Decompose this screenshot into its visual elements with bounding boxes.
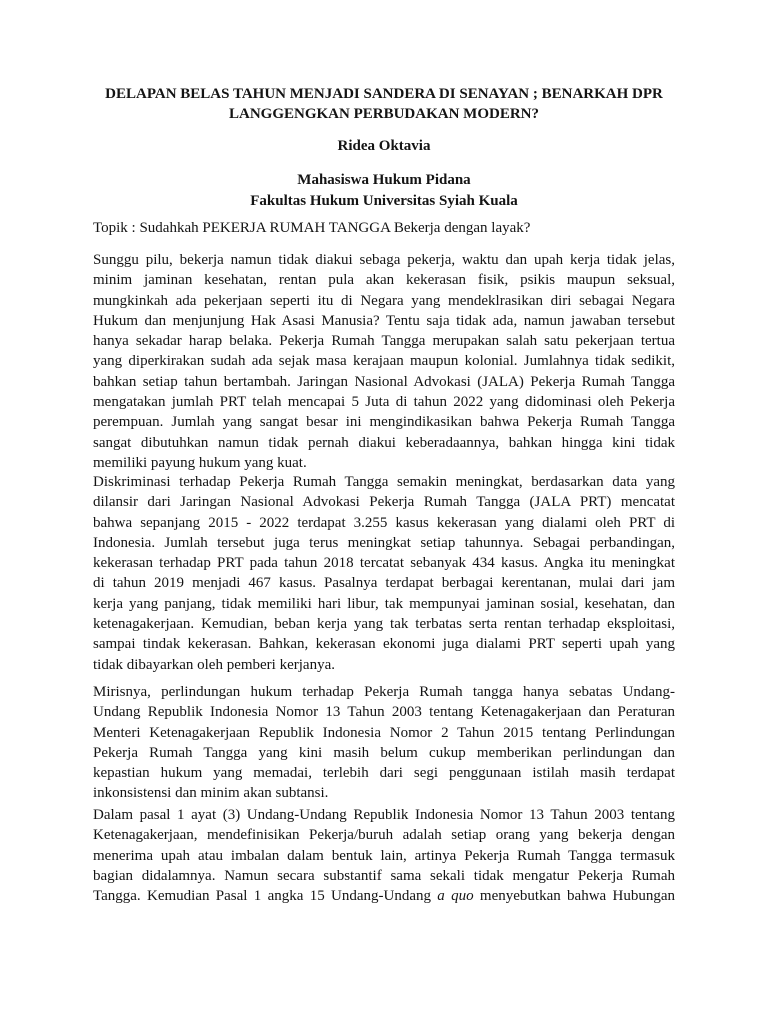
paragraph-line: bagian didalamnya. Namun secara substantif sama sekali tidak mengatur Pekerja Rumah <box>93 867 675 884</box>
paragraph-line: hanya sekadar harap belaka. Pekerja Rumah Tangga merupakan salah satu pekerjaan tertua <box>93 333 675 350</box>
paragraph-line: mungkinkah ada pekerjaan seperti itu di Negara yang mendeklrasikan diri sebagai Negara <box>93 292 675 309</box>
paragraph-line: Ketenagakerjaan, mendefinisikan Pekerja/buruh adalah setiap orang yang bekerja dengan <box>93 827 675 844</box>
paragraph-line: kerja yang panjang, tidak memiliki hari libur, tak mempunyai jaminan sosial, kesehatan, dan <box>93 595 675 612</box>
paragraph-line: tidak dibayarkan oleh pemberi kerjanya. <box>93 656 335 673</box>
paragraph-line: Pekerja Rumah Tangga yang kini masih belum cukup memberikan perlindungan dan <box>93 744 675 761</box>
paragraph-line: Dalam pasal 1 ayat (3) Undang-Undang Republik Indonesia Nomor 13 Tahun 2003 tentang <box>93 807 675 823</box>
paragraph-line <box>93 886 675 906</box>
paragraph-line: Diskriminasi terhadap Pekerja Rumah Tangga semakin meningkat, berdasarkan data yang <box>93 474 675 490</box>
paragraph-line: memiliki payung hukum yang kuat. <box>93 454 307 471</box>
paragraph-line: Mirisnya, perlindungan hukum terhadap Pekerja Rumah tangga hanya sebatas Undang- <box>93 684 675 700</box>
paragraph <box>93 250 675 473</box>
paragraph-line: menerima upah atau imbalan dalam bentuk lain, artinya Pekerja Rumah Tangga termasuk <box>93 847 675 864</box>
paragraph-line: yang diperkirakan sudah ada sejak masa kerajaan maupun kolonial. Jumlahnya tidak sedikit, <box>93 353 675 370</box>
affiliation-line: Mahasiswa Hukum Pidana <box>297 172 471 188</box>
paragraph-line: minim jaminan kesehatan, rentan pula akan kekerasan fisik, psikis maupun seksual, <box>93 272 675 289</box>
paragraph-line: perempuan. Jumlah yang sangat besar ini mengindikasikan bahwa Pekerja Rumah Tangga <box>93 414 675 431</box>
paragraph <box>93 682 675 804</box>
paragraph-line: Undang Republik Indonesia Nomor 13 Tahun 2003 tentang Ketenagakerjaan dan Peraturan <box>93 704 675 721</box>
affiliation-line: Fakultas Hukum Universitas Syiah Kuala <box>250 192 518 209</box>
paragraph-line: sampai tindak kekerasan. Bahkan, kekerasan ekonomi juga dialami PRT seperti upah yang <box>93 636 675 653</box>
topic-line: Topik : Sudahkah PEKERJA RUMAH TANGGA Bekerja dengan layak? <box>93 220 531 236</box>
title-line: LANGGENGKAN PERBUDAKAN MODERN? <box>228 106 539 122</box>
paragraph-line: sangat dibutuhkan namun tidak pernah diakui keberadaannya, bahkan hingga kini tidak <box>93 434 675 451</box>
title-line: DELAPAN BELAS TAHUN MENJADI SANDERA DI SENAYAN ; BENARKAH DPR <box>105 86 663 102</box>
italic-term: a quo <box>437 888 474 905</box>
author-name: Ridea Oktavia <box>337 138 431 154</box>
paragraph-line: kepastian hukum yang memadai, terlebih dari segi penggunaan istilah masih terdapat <box>93 765 675 782</box>
paragraph-line: di tahun 2019 menjadi 467 kasus. Pasalnya terdapat berbagai kerentanan, mulai dari jam <box>93 575 675 592</box>
author-affiliation <box>0 170 768 211</box>
paragraph-line: kekerasan terhadap PRT pada tahun 2018 tercatat sebanyak 434 kasus. Angka itu meningkat <box>93 555 675 572</box>
paragraph-line: ketenagakerjaan. Kemudian, beban kerja yang tak terbatas serta rentan terhadap eksploitasi, <box>93 616 675 633</box>
text-run: menyebutkan bahwa Hubungan <box>473 888 675 905</box>
paragraph-line: Hukum dan menjunjung Hak Asasi Manusia? Tentu saja tidak ada, namun jawaban tersebut <box>93 312 675 329</box>
paragraph <box>93 805 675 906</box>
paragraph-line: mengatakan jumlah PRT telah mencapai 5 Juta di tahun 2022 yang didominasi oleh Pekerja <box>93 394 675 411</box>
paragraph-line: Indonesia. Jumlah tersebut juga terus meningkat setiap tahunnya. Sebagai perbandingan, <box>93 534 675 551</box>
paragraph-line: bahkan setiap tahun bertambah. Jaringan Nasional Advokasi (JALA) Pekerja Rumah Tangga <box>93 373 675 390</box>
paragraph-line: dilansir dari Jaringan Nasional Advokasi Pekerja Rumah Tangga (JALA PRT) mencatat <box>93 494 675 511</box>
paragraph-line: bahwa sepanjang 2015 - 2022 terdapat 3.255 kasus kekerasan yang dialami oleh PRT di <box>93 514 675 531</box>
paragraph-line: Menteri Ketenagakerjaan Republik Indonesia Nomor 2 Tahun 2015 tentang Perlindungan <box>93 724 675 741</box>
paragraph-line: Sunggu pilu, bekerja namun tidak diakui sebaga pekerja, waktu dan upah kerja tidak jelas, <box>93 252 675 268</box>
paragraph-line: inkonsistensi dan minim akan subtansi. <box>93 785 329 802</box>
text-run: Tangga. Kemudian Pasal 1 angka 15 Undang-Undang <box>93 888 438 905</box>
document-title <box>60 84 708 124</box>
paragraph <box>93 472 675 675</box>
